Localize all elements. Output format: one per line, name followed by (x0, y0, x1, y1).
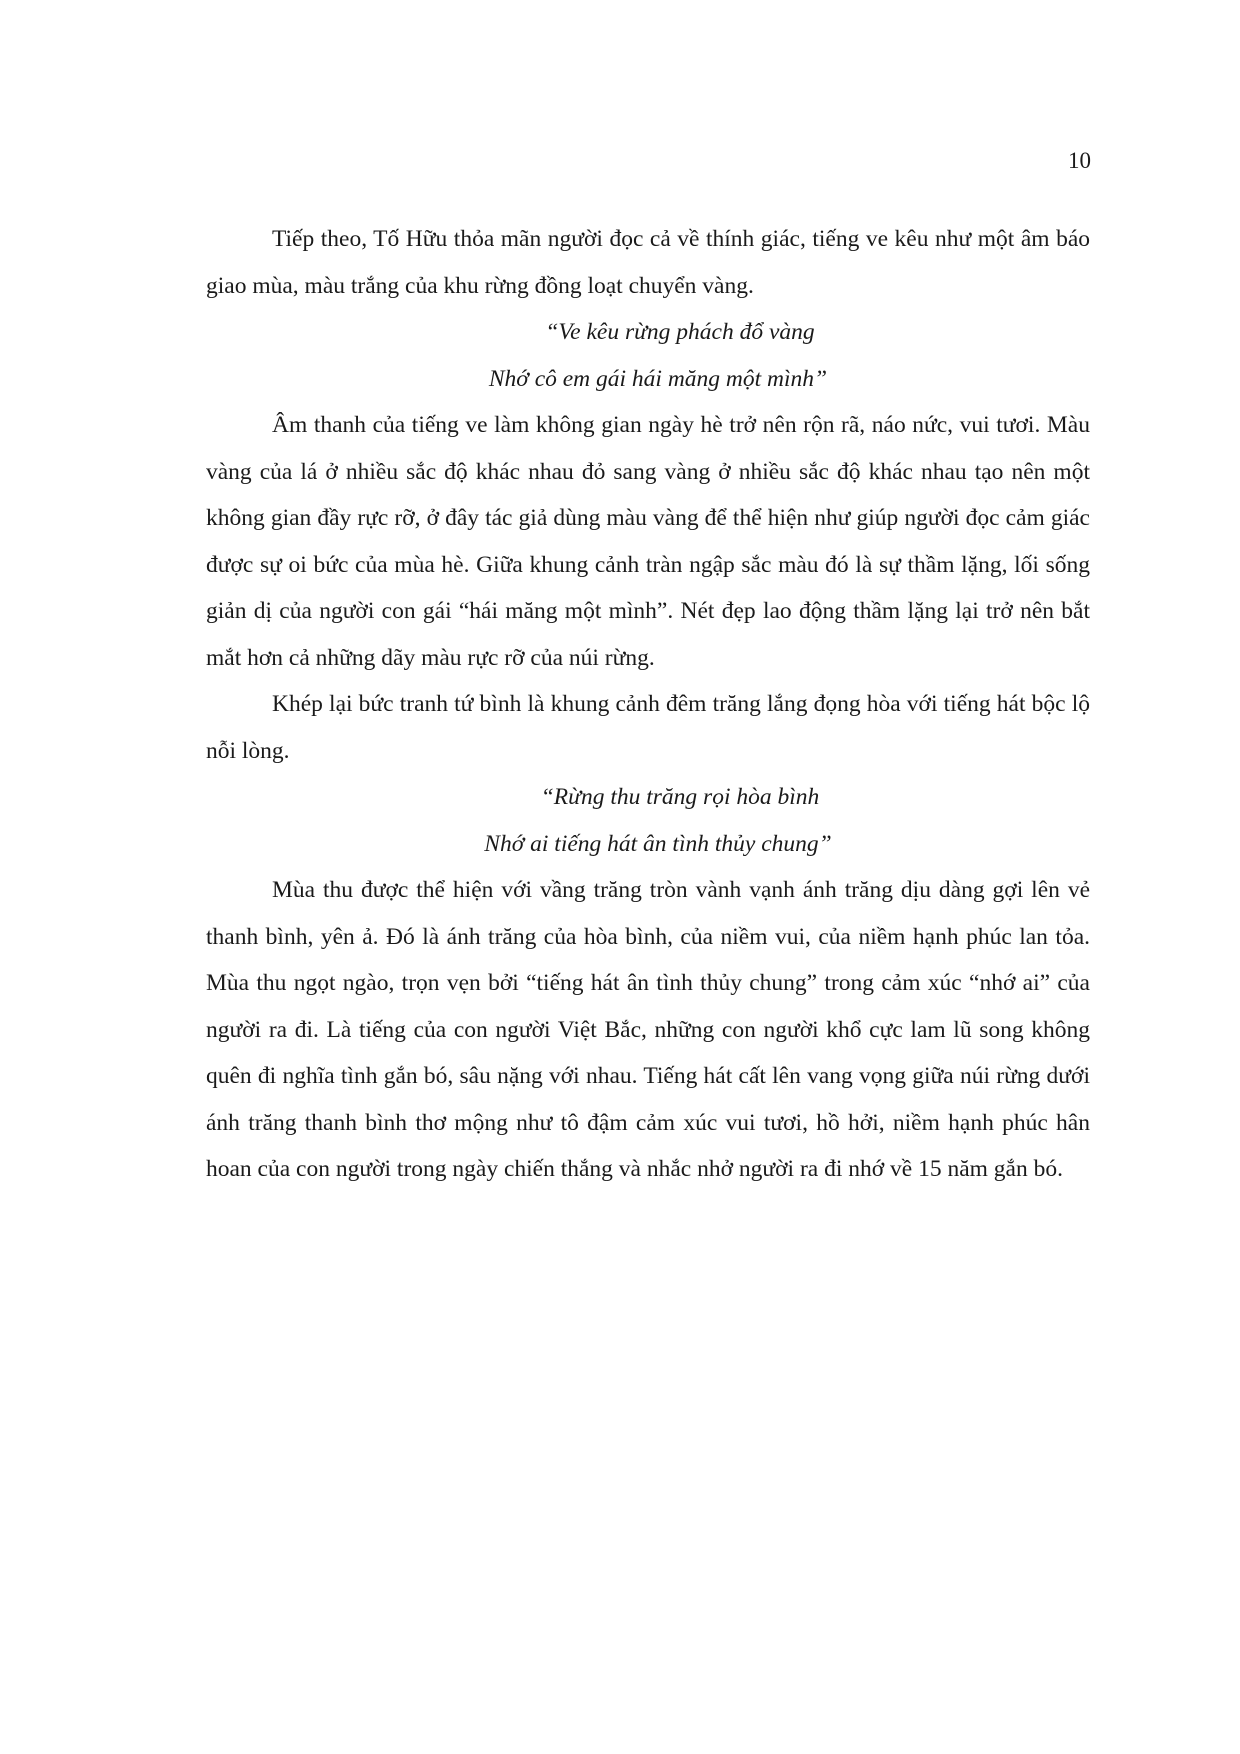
document-body (206, 216, 1090, 1193)
page-number: 10 (1068, 148, 1091, 173)
verse-line: “Rừng thu trăng rọi hòa bình (540, 784, 820, 810)
verse-summer (206, 309, 1090, 402)
paragraph-autumn-intro: Khép lại bức tranh tứ bình là khung cảnh đêm trăng lắng đọng hòa với tiếng hát bộc lộ nỗi lòng. (206, 691, 1090, 764)
paragraph-intro: Tiếp theo, Tố Hữu thỏa mãn người đọc cả về thính giác, tiếng ve kêu như một âm báo giao mùa, màu trắng của khu rừng đồng loạt chuyển vàng. (206, 226, 1090, 299)
paragraph-summer-analysis: Âm thanh của tiếng ve làm không gian ngày hè trở nên rộn rã, náo nức, vui tươi. Màu vàng của lá ở nhiều sắc độ khác nhau đỏ sang vàng ở nhiều sắc độ khác nhau tạo nên một không gian đầy rực rỡ, ở đây tác giả dùng màu vàng để thể hiện như giúp người đọc cảm giác được sự oi bức của mùa hè. Giữa khung cảnh tràn ngập sắc màu đó là sự thầm lặng, lối sống giản dị của người con gái “hái măng một mình”. Nét đẹp lao động thầm lặng lại trở nên bắt mắt hơn cả những dãy màu rực rỡ của núi rừng. (206, 412, 1090, 671)
verse-line: Nhớ ai tiếng hát ân tình thủy chung” (484, 830, 832, 857)
verse-autumn (206, 774, 1090, 867)
paragraph-autumn-analysis: Mùa thu được thể hiện với vầng trăng tròn vành vạnh ánh trăng dịu dàng gợi lên vẻ thanh bình, yên ả. Đó là ánh trăng của hòa bình, của niềm vui, của niềm hạnh phúc lan tỏa. Mùa thu ngọt ngào, trọn vẹn bởi “tiếng hát ân tình thủy chung” trong cảm xúc “nhớ ai” của người ra đi. Là tiếng của con người Việt Bắc, những con người khổ cực lam lũ song không quên đi nghĩa tình gắn bó, sâu nặng với nhau. Tiếng hát cất lên vang vọng giữa núi rừng dưới ánh trăng thanh bình thơ mộng như tô đậm cảm xúc vui tươi, hồ hởi, niềm hạnh phúc hân hoan của con người trong ngày chiến thắng và nhắc nhở người ra đi nhớ về 15 năm gắn bó. (206, 877, 1090, 1182)
verse-line: Nhớ cô em gái hái măng một mình” (488, 365, 828, 392)
verse-line: “Ve kêu rừng phách đổ vàng (545, 319, 815, 345)
